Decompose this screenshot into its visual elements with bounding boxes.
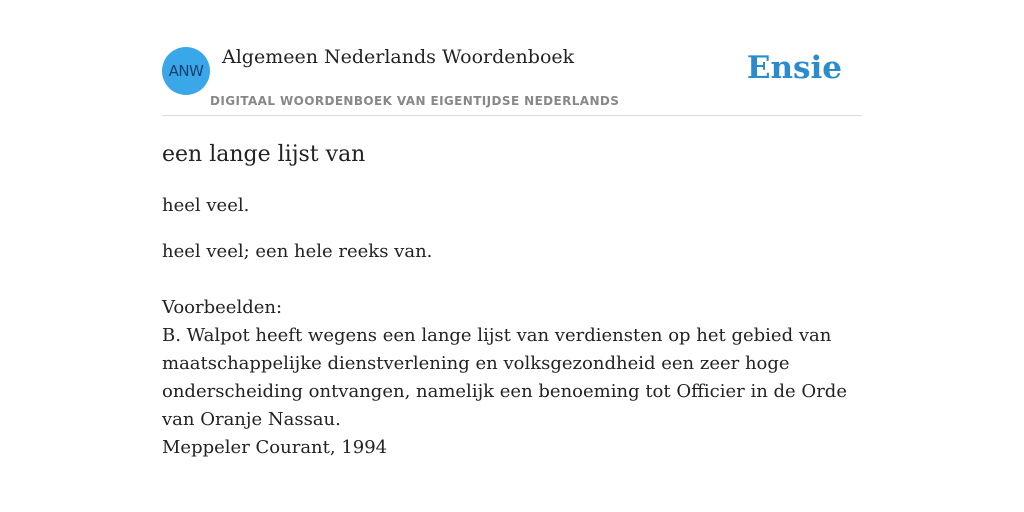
examples-label: Voorbeelden:: [162, 297, 283, 318]
anw-logo-text: ANW: [168, 62, 204, 80]
example-source: Meppeler Courant, 1994: [162, 437, 388, 458]
entry-title: een lange lijst van: [162, 142, 366, 167]
ensie-brand-logo[interactable]: Ensie: [746, 50, 842, 86]
site-subtitle: DIGITAAL WOORDENBOEK VAN EIGENTIJDSE NEDERLANDS: [210, 94, 620, 108]
entry-content: [162, 140, 862, 462]
short-definition: heel veel.: [162, 195, 250, 216]
anw-logo[interactable]: [162, 47, 210, 95]
examples-section: [162, 294, 862, 462]
definition: heel veel; een hele reeks van.: [162, 241, 433, 262]
site-header: [162, 0, 862, 116]
site-title[interactable]: Algemeen Nederlands Woordenboek: [222, 46, 575, 68]
example-text: B. Walpot heeft wegens een lange lijst van verdiensten op het gebied van maatschappelijke dienstverlening en volksgezondheid een zeer hoge onderscheiding ontvangen, namelijk een benoeming tot Officier in de Orde van Oranje Nassau.: [162, 325, 847, 430]
